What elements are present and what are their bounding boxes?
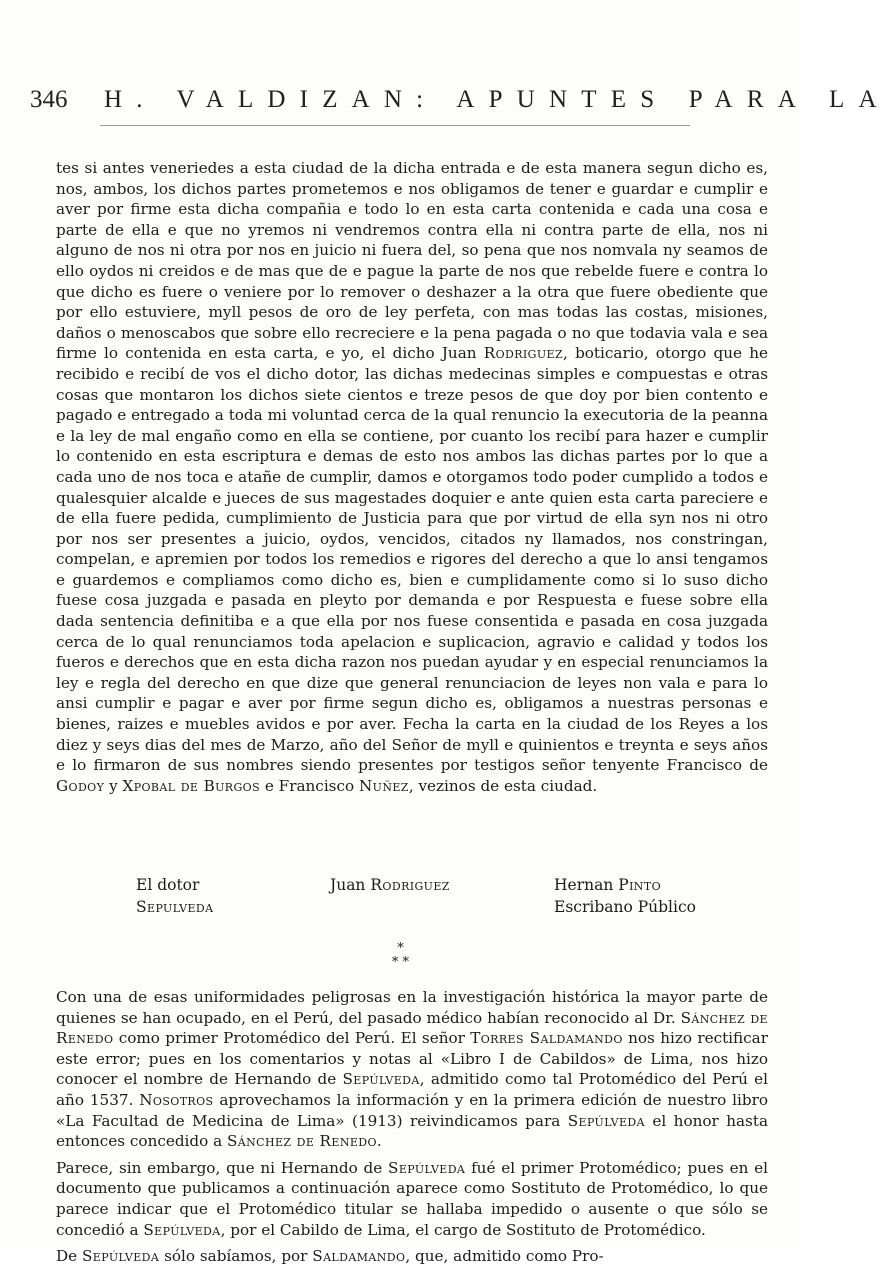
name-sepulveda: Sepúlveda — [567, 1111, 645, 1130]
signature-line: El dotor — [136, 876, 200, 894]
name-xpobal-de-burgos: Xpobal de Burgos — [122, 776, 261, 795]
name-saldamando: Saldamando — [312, 1247, 406, 1266]
running-title: H. VALDIZAN: APUNTES PARA LA — [103, 86, 891, 113]
signature-pinto — [554, 874, 696, 918]
commentary-paragraph-1 — [56, 987, 768, 1152]
signature-sepulveda — [136, 874, 213, 918]
text: el honor hasta entonces concedido a — [56, 1111, 768, 1151]
text: Con una de esas uniformidades peligrosas en la investigación histórica la mayor parte de quienes se han ocupado, en el Perú, del pasado médico habían reconocido al Dr. — [56, 988, 768, 1027]
signature-first-name: Hernan — [554, 876, 619, 894]
signature-name: Sepulveda — [136, 898, 214, 916]
running-header — [30, 86, 891, 120]
name-rodriguez: Rodriguez — [483, 344, 564, 363]
name-sepulveda: Sepúlveda — [82, 1247, 160, 1266]
text: nos hizo rectificar este error; pues en los comentarios y notas al «Libro I de Cabildos» de Lima, nos hizo conocer el nombre de Hernando de — [56, 1029, 768, 1089]
signature-surname: Rodriguez — [370, 876, 450, 894]
signature-title: Escribano Público — [554, 898, 696, 916]
name-sanchez-de-renedo: Sánchez de Renedo — [56, 1008, 768, 1048]
body-conjunction: y — [104, 776, 123, 795]
text: sólo sabíamos, por — [159, 1247, 313, 1266]
signature-rodriguez — [330, 874, 450, 896]
text: como primer Protomédico del Perú. El señor — [113, 1029, 471, 1048]
name-nunez: Nuñez — [358, 776, 409, 795]
body-text: tes si antes veneriedes a esta ciudad de la dicha entrada e de esta manera segun dicho es, nos, ambos, los dichos partes prometemos e nos obligamos de tener e guardar e cumplir e aver por firme esta dicha compañia e todo lo en esta carta contenida e cada una cosa e parte de ella e que no yremos ni vendremos contra ella ni contra parte de ella, nos ni alguno de nos ni otra por nos en juicio ni fuera del, so pena que nos nomvala ny seamos de ello oydos ni creidos e de mas que de e pague la parte de nos que rebelde fuere e contra lo que dicho es fuere o veniere por lo remover o deshazer a la otra que fuere obediente que por ello estuviere, myll pesos de oro de ley perfeta, con mas todas las costas, misiones, daños o menoscabos que sobre ello recreciere e la pena pagada o no que todavia vala e sea firme lo contenida en esta carta, e yo, el dicho Juan — [56, 159, 768, 363]
asterism — [0, 942, 801, 970]
text: De — [56, 1247, 82, 1266]
asterism-top: * — [397, 941, 404, 956]
body-text-continued: , boticario, otorgo que he recibido e recibí de vos el dicho dotor, las dichas medecinas simples e compuestas e otras cosas que montaron los dichos siete cientos e treze pesos de que doy por bien contento e pagado e entregado a toda mi voluntad cerca de la qual renuncio la executoria de la peanna e la ley de mal engaño como en ella se contiene, por cuanto los recibí para hazer e cumplir lo contenido en esta escriptura e demas de esto nos ambos las dichas partes por lo que a cada uno de nos toca e atañe de cumplir, damos e otorgamos todo poder cumplido a todos e qualesquier alcalde e jueces de sus magestades doquier e ante quien esta carta pareciere e de ella fuere pedida, cumplimiento de Justicia para que por virtud de ella syn nos ni otro por nos ser presentes a juicio, oydos, vencidos, citados ny llamados, nos constringan, compelan, e apremien por todos los remedios e rigores del derecho a que lo ansi tengamos e guardemos e compliamos como dicho es, bien e cumplidamente como si lo suso dicho fuese cosa juzgada e pasada en pleyto por demanda e por Respuesta e fuese sobre ella dada sentencia definitiba e a que ella por nos fuese consentida e pasada en cosa juzgada cerca de lo qual renunciamos toda apelacion e suplicacion, agravio e calidad y todos los fueros e derechos que en esta dicha razon nos puedan ayudar y en especial renunciamos la ley e regla del derecho en que dize que general renunciacion de leyes non vala e para lo ansi cumplir e pagar e aver por firme segun dicho es, obligamos a nuestras personas e bienes, raizes e muebles avidos e por aver. Fecha la carta en la ciudad de los Reyes a los diez y seys dias del mes de Marzo, año del Señor de myll e quinientos e treynta e seys años e lo firmaron de sus nombres siendo presentes por testigos señor tenyente Francisco de — [56, 344, 768, 775]
text: , que, admitido como Pro- — [405, 1247, 604, 1266]
text: , admitido como tal Protomédico del Perú el año 1537. — [56, 1070, 768, 1109]
body-conjunction-2: e Francisco — [260, 776, 359, 795]
signature-line — [330, 874, 450, 896]
signature-first-name: Juan — [330, 876, 371, 894]
name-sepulveda: Sepúlveda — [342, 1070, 420, 1089]
text: . — [376, 1132, 382, 1151]
name-sepulveda: Sepúlveda — [388, 1158, 466, 1177]
page-number: 346 — [30, 86, 68, 113]
name-sepulveda: Sepúlveda — [143, 1220, 221, 1239]
commentary-paragraph-3 — [56, 1246, 768, 1267]
asterism-bottom: * * — [391, 955, 410, 970]
name-godoy: Godoy — [56, 776, 105, 795]
commentary-paragraph-2 — [56, 1158, 768, 1240]
body-end: , vezinos de esta ciudad. — [408, 776, 598, 795]
text: , por el Cabildo de Lima, el cargo de Sostituto de Protomédico. — [220, 1220, 706, 1239]
word-nosotros: Nosotros — [139, 1090, 214, 1109]
signature-block — [0, 874, 801, 920]
signature-surname: Pinto — [618, 876, 661, 894]
text: fué el primer Protomédico; pues en el documento que publicamos a continuación aparece como Sostituto de Protomédico, lo que parece indicar que el Protomédico titular se hallaba impedido o ausente o que sólo se concedió a — [56, 1158, 768, 1239]
header-rule — [100, 125, 690, 126]
text: Parece, sin embargo, que ni Hernando de — [56, 1158, 389, 1177]
name-sanchez-de-renedo: Sánchez de Renedo — [227, 1132, 377, 1151]
document-body — [56, 158, 768, 796]
name-torres-saldamando: Torres Saldamando — [470, 1029, 623, 1048]
text: aprovechamos la información y en la primera edición de nuestro libro «La Facultad de Medicina de Lima» (1913) reivindicamos para — [56, 1090, 768, 1130]
body-paragraph — [56, 158, 768, 796]
signature-line — [554, 874, 696, 896]
commentary — [56, 987, 768, 1267]
